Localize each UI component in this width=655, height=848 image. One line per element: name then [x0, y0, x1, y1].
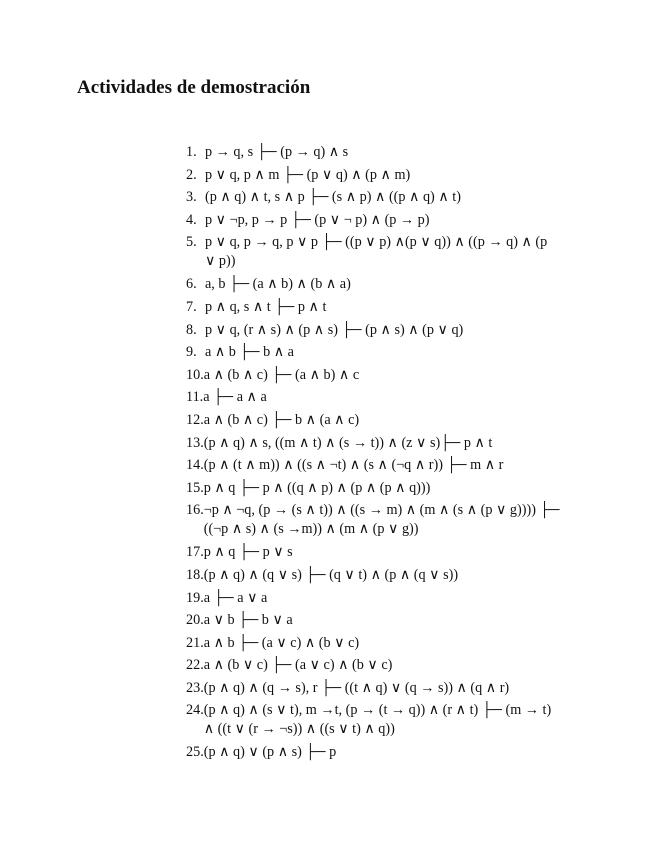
exercise-expression — [204, 743, 586, 762]
exercise-item — [186, 566, 586, 585]
expression-line: a, b ├─ (a ∧ b) ∧ (b ∧ a) — [205, 276, 351, 293]
exercise-expression — [205, 343, 586, 362]
exercise-item — [186, 211, 586, 230]
exercise-number: 25. — [186, 744, 204, 761]
exercise-number: 13. — [186, 434, 204, 451]
expression-line: a ∨ b ├─ b ∨ a — [203, 612, 293, 629]
expression-line: (p ∧ q) ∧ (q ∨ s) ├─ (q ∨ t) ∧ (p ∧ (q ∨ s)) — [203, 566, 459, 583]
exercise-expression — [205, 211, 586, 230]
exercise-item — [186, 188, 586, 207]
exercise-expression — [204, 701, 586, 739]
page-title: Actividades de demostración — [77, 77, 311, 98]
exercise-expression — [205, 143, 586, 162]
exercise-number: 21. — [186, 634, 204, 651]
exercise-number: 5. — [186, 234, 197, 251]
expression-line: a ∧ (b ∨ c) ├─ (a ∨ c) ∧ (b ∨ c) — [203, 657, 393, 674]
expression-line: p ∨ q, p → q, p ∨ p ├─ ((p ∨ p) ∧(p ∨ q)) ∧ ((p → q) ∧ (p — [205, 234, 548, 251]
exercise-number: 17. — [186, 544, 204, 561]
exercise-number: 3. — [186, 189, 197, 206]
exercise-expression — [205, 298, 586, 317]
exercise-item — [186, 434, 586, 453]
exercise-number: 22. — [186, 657, 204, 674]
exercise-item — [186, 233, 586, 271]
exercise-number: 2. — [186, 166, 197, 183]
exercise-item — [186, 743, 586, 762]
exercise-item — [186, 456, 586, 475]
exercise-expression — [203, 388, 586, 407]
exercise-number: 7. — [186, 298, 197, 315]
expression-line: p ∨ q, p ∧ m ├─ (p ∨ q) ∧ (p ∧ m) — [205, 166, 411, 183]
expression-line: (p ∧ q) ∧ s, ((m ∧ t) ∧ (s → t)) ∧ (z ∨ s)├─ p ∧ t — [203, 434, 493, 451]
expression-line: ∨ p)) — [205, 253, 236, 270]
exercise-number: 20. — [186, 612, 204, 629]
exercise-expression — [204, 679, 586, 698]
exercise-item — [186, 388, 586, 407]
expression-line: p → q, s ├─ (p → q) ∧ s — [205, 144, 349, 160]
exercise-number: 24. — [186, 702, 204, 719]
exercise-expression — [204, 366, 586, 385]
exercise-number: 4. — [186, 211, 197, 228]
exercise-item — [186, 275, 586, 294]
exercise-number: 15. — [186, 479, 204, 496]
expression-line: p ∧ q ├─ p ∨ s — [203, 544, 293, 561]
expression-line: ∧ ((t ∨ (r → ¬s)) ∧ ((s ∨ t) ∧ q)) — [203, 721, 395, 738]
expression-line: p ∧ q ├─ p ∧ ((q ∧ p) ∧ (p ∧ (p ∧ q))) — [203, 479, 431, 496]
expression-line: (p ∧ q) ∧ (s ∨ t), m →t, (p → (t → q)) ∧ (r ∧ t) ├─ (m → t) — [203, 702, 552, 719]
exercise-expression — [204, 656, 586, 675]
exercise-item — [186, 589, 586, 608]
exercise-item — [186, 411, 586, 430]
exercise-item — [186, 321, 586, 340]
exercise-expression — [204, 501, 586, 539]
exercise-item — [186, 611, 586, 630]
exercise-expression — [204, 566, 586, 585]
exercise-number: 12. — [186, 411, 204, 428]
expression-line: (p ∧ (t ∧ m)) ∧ ((s ∧ ¬t) ∧ (s ∧ (¬q ∧ r)) ├─ m ∧ r — [203, 457, 504, 474]
exercise-expression — [204, 479, 586, 498]
exercise-number: 1. — [186, 144, 197, 160]
exercise-item — [186, 343, 586, 362]
exercise-number: 14. — [186, 457, 204, 474]
exercise-item — [186, 166, 586, 185]
exercise-item — [186, 479, 586, 498]
exercise-item — [186, 143, 586, 162]
exercise-expression — [204, 434, 586, 453]
exercise-expression — [204, 411, 586, 430]
exercise-expression — [205, 166, 586, 185]
exercise-item — [186, 701, 586, 739]
exercise-item — [186, 366, 586, 385]
exercise-expression — [204, 589, 586, 608]
exercise-item — [186, 298, 586, 317]
exercise-item — [186, 656, 586, 675]
exercise-expression — [204, 456, 586, 475]
exercise-number: 16. — [186, 502, 204, 519]
exercise-expression — [204, 611, 586, 630]
expression-line: a ├─ a ∧ a — [203, 389, 267, 406]
exercise-number: 8. — [186, 321, 197, 338]
expression-line: a ∧ b ├─ b ∧ a — [205, 344, 294, 361]
exercise-number: 23. — [186, 679, 204, 696]
expression-line: (p ∧ q) ∧ (q → s), r ├─ ((t ∧ q) ∨ (q → s)) ∧ (q ∧ r) — [203, 679, 510, 696]
exercise-expression — [205, 188, 586, 207]
exercise-list — [186, 143, 586, 766]
exercise-number: 11. — [186, 389, 204, 406]
expression-line: a ∧ (b ∧ c) ├─ (a ∧ b) ∧ c — [203, 366, 360, 383]
exercise-expression — [204, 634, 586, 653]
exercise-item — [186, 543, 586, 562]
expression-line: a ├─ a ∨ a — [203, 589, 268, 606]
expression-line: (p ∧ q) ∨ (p ∧ s) ├─ p — [203, 744, 337, 761]
expression-line: p ∨ ¬p, p → p ├─ (p ∨ ¬ p) ∧ (p → p) — [205, 211, 430, 228]
exercise-number: 10. — [186, 366, 204, 383]
exercise-number: 6. — [186, 276, 197, 293]
exercise-number: 18. — [186, 566, 204, 583]
expression-line: (p ∧ q) ∧ t, s ∧ p ├─ (s ∧ p) ∧ ((p ∧ q) ∧ t) — [205, 189, 461, 206]
exercise-item — [186, 679, 586, 698]
expression-line: ¬p ∧ ¬q, (p → (s ∧ t)) ∧ ((s → m) ∧ (m ∧ (s ∧ (p ∨ g)))) ├─ — [203, 502, 560, 519]
expression-line: a ∧ b ├─ (a ∨ c) ∧ (b ∨ c) — [203, 634, 360, 651]
exercise-item — [186, 634, 586, 653]
expression-line: ((¬p ∧ s) ∧ (s →m)) ∧ (m ∧ (p ∨ g)) — [203, 521, 419, 538]
exercise-expression — [205, 233, 586, 271]
exercise-expression — [205, 275, 586, 294]
expression-line: p ∨ q, (r ∧ s) ∧ (p ∧ s) ├─ (p ∧ s) ∧ (p ∨ q) — [205, 321, 464, 338]
exercise-item — [186, 501, 586, 539]
exercise-number: 19. — [186, 589, 204, 606]
exercise-expression — [205, 321, 586, 340]
exercise-number: 9. — [186, 344, 197, 361]
expression-line: p ∧ q, s ∧ t ├─ p ∧ t — [205, 298, 327, 315]
exercise-expression — [204, 543, 586, 562]
expression-line: a ∧ (b ∧ c) ├─ b ∧ (a ∧ c) — [203, 411, 360, 428]
